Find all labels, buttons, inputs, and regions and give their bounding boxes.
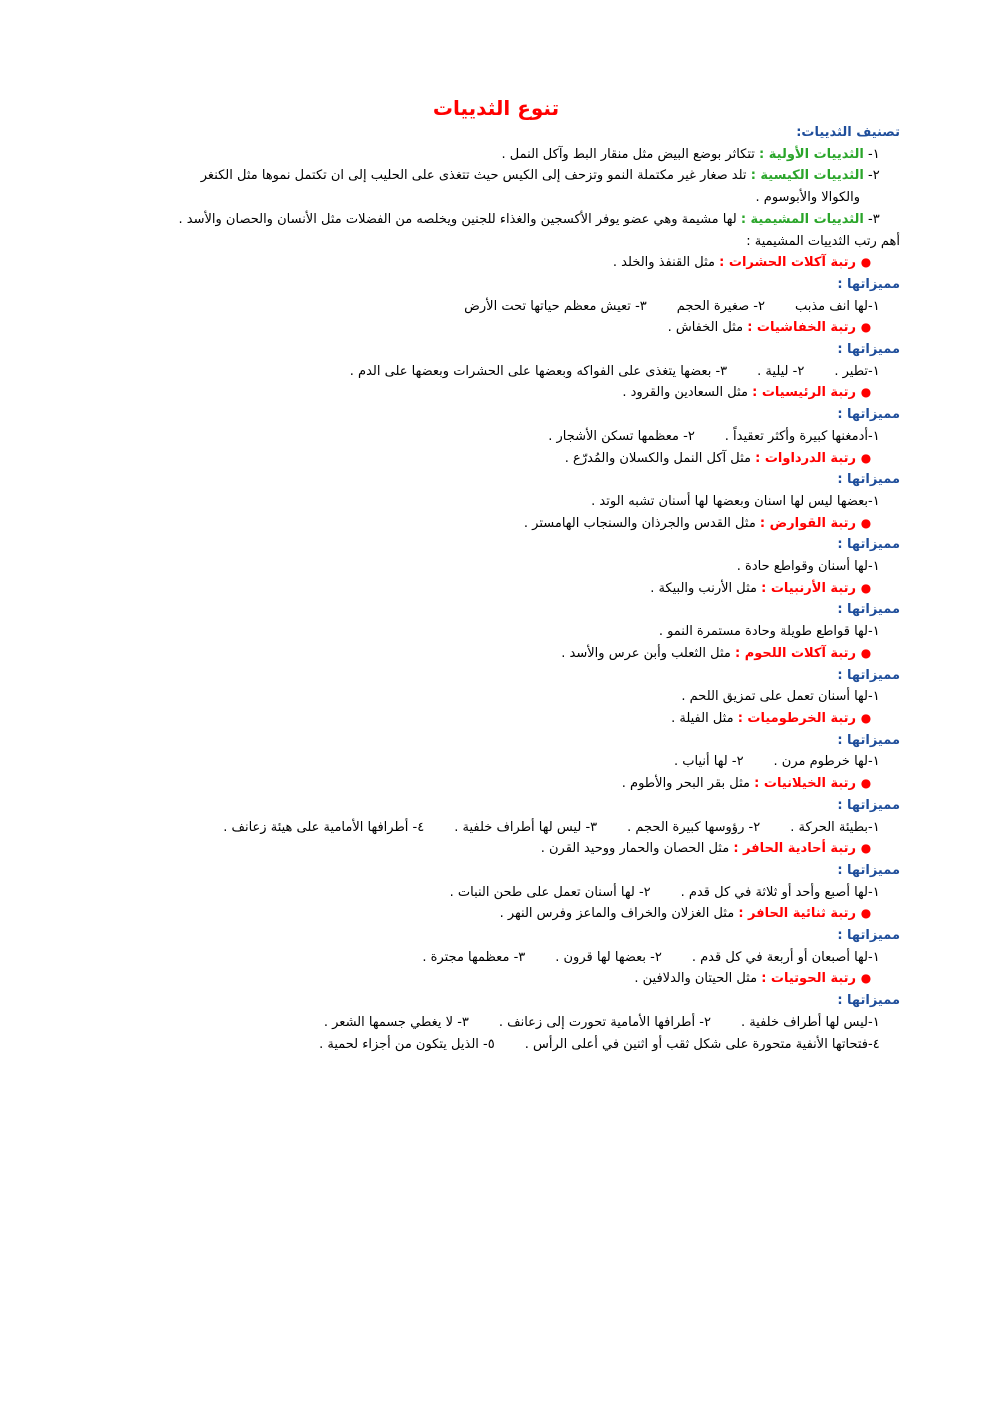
feature-text: لها خرطوم مرن . [773, 754, 868, 770]
feature-number: ٢- [699, 1014, 711, 1030]
orders-list [110, 252, 900, 1055]
features-heading: مميزاتها : [837, 407, 900, 423]
order-name: رتبة الأرنبيات : [761, 580, 856, 596]
feature-text: أطرافها الأمامية تحورت إلى زعانف . [498, 1014, 696, 1030]
order-name: رتبة أحادية الحافر : [733, 841, 856, 857]
document-body [110, 122, 900, 1055]
features-line [110, 296, 900, 318]
features-heading: مميزاتها : [837, 797, 900, 813]
features-heading: مميزاتها : [837, 537, 900, 553]
feature-text: لها أسنان تعمل على تمزيق اللحم . [681, 689, 868, 705]
order-item [110, 903, 900, 925]
order-examples: مثل الفيلة . [671, 710, 734, 726]
classification-heading: تصنيف الثدييات: [796, 125, 900, 140]
features-line [110, 751, 900, 773]
order-examples: مثل بقر البحر والأطوم . [621, 776, 751, 792]
class-name: الثدييات الأولية : [759, 146, 864, 162]
feature-text: بطيئة الحركة . [790, 819, 868, 835]
feature-text: أطرافها الأمامية على هيئة زعانف . [223, 819, 409, 835]
feature-text: لها أسنان تعمل على طحن النبات . [449, 884, 635, 900]
feature-number: ٥- [483, 1036, 495, 1052]
feature-number: ١- [868, 754, 880, 770]
order-examples: مثل الغزلان والخراف والماعز وفرس النهر . [499, 906, 735, 922]
order-name: رتبة الرئيسيات : [752, 385, 856, 401]
order-item [110, 773, 900, 795]
order-item [110, 968, 900, 990]
bullet-icon: ● [860, 320, 872, 335]
feature-text: لها انف مذبب [794, 298, 868, 314]
feature-number: ٤- [412, 819, 425, 835]
features-line [110, 1034, 900, 1056]
class-name: الثدييات المشيمية : [740, 211, 864, 227]
class-description: تتكاثر بوضع البيض مثل منقار البط وآكل النمل . [501, 146, 755, 162]
features-line [110, 817, 900, 839]
feature-number: ٣- [513, 949, 526, 965]
bullet-icon: ● [860, 841, 872, 856]
bullet-icon: ● [860, 971, 872, 986]
feature-number: ١- [868, 884, 880, 900]
order-item [110, 708, 900, 730]
classification-item [110, 165, 900, 187]
feature-text: تطير . [834, 363, 868, 379]
item-number: ٢- [868, 168, 880, 184]
feature-number: ٢- [753, 298, 765, 314]
order-examples: مثل آكل النمل والكسلان والمُدرّع . [564, 450, 751, 466]
features-heading: مميزاتها : [837, 993, 900, 1009]
order-name: رتبة الخيلانيات : [754, 776, 856, 792]
feature-text: فتحاتها الأنفية متحورة على شكل ثقب أو اثنين في أعلى الرأس . [524, 1036, 868, 1052]
feature-text: ليس لها أطراف خلفية . [454, 819, 582, 835]
feature-number: ١- [868, 363, 880, 379]
order-item [110, 513, 900, 535]
features-heading: مميزاتها : [837, 928, 900, 944]
features-heading: مميزاتها : [837, 472, 900, 488]
feature-text: لها أصبع وأحد أو ثلاثة في كل قدم . [680, 884, 868, 900]
feature-number: ١- [868, 624, 880, 640]
feature-text: معظمها مجترة . [422, 949, 510, 965]
features-heading: مميزاتها : [837, 342, 900, 358]
classification-item [110, 144, 900, 166]
order-item [110, 643, 900, 665]
order-item [110, 317, 900, 339]
feature-number: ٢- [792, 363, 805, 379]
feature-number: ١- [868, 559, 880, 575]
bullet-icon: ● [860, 515, 872, 530]
order-item [110, 578, 900, 600]
feature-text: تعيش معظم حياتها تحت الأرض [464, 298, 631, 314]
order-name: رتبة الخفاشيات : [747, 320, 856, 336]
feature-text: لا يغطي جسمها الشعر . [323, 1014, 454, 1030]
item-number: ١- [868, 146, 880, 162]
feature-number: ٢- [638, 884, 651, 900]
class-description: لها مشيمة وهي عضو يوفر الأكسجين والغذاء للجنين ويخلصه من الفضلات مثل الأنسان والحصان والأسد . [178, 211, 737, 227]
feature-text: رؤوسها كبيرة الحجم . [627, 819, 745, 835]
order-examples: مثل الثعلب وأبن عرس والأسد . [561, 645, 731, 661]
order-examples: مثل القدس والجرذان والسنجاب الهامستر . [523, 515, 756, 531]
feature-text: لها أصبعان أو أربعة في كل قدم . [691, 949, 868, 965]
feature-number: ٢- [748, 819, 761, 835]
bullet-icon: ● [860, 255, 872, 270]
order-examples: مثل السعادين والقرود . [622, 385, 748, 401]
order-item [110, 382, 900, 404]
features-line [110, 621, 900, 643]
order-item [110, 448, 900, 470]
features-line [110, 426, 900, 448]
order-examples: مثل الخفاش . [667, 320, 744, 336]
features-heading: مميزاتها : [837, 862, 900, 878]
class-description-continued: والكوالا والأبوسوم . [755, 190, 860, 206]
order-name: رتبة ثنائية الحافر : [738, 906, 856, 922]
feature-text: ليس لها أطراف خلفية . [740, 1014, 868, 1030]
features-line [110, 882, 900, 904]
order-name: رتبة آكلات الحشرات : [719, 255, 856, 271]
feature-text: لها قواطع طويلة وحادة مستمرة النمو . [658, 624, 868, 640]
feature-number: ١- [868, 298, 880, 314]
order-examples: مثل الأرنب والبيكة . [650, 580, 757, 596]
feature-number: ١- [868, 1014, 880, 1030]
class-description: تلد صغار غير مكتملة النمو وتزحف إلى الكيس حيث تتغذى على الحليب إلى ان تكتمل نموها مثل الكنغر [200, 168, 747, 184]
feature-number: ٣- [635, 298, 647, 314]
feature-number: ١- [868, 428, 880, 444]
feature-number: ١- [868, 819, 880, 835]
feature-text: أدمغنها كبيرة وأكثر تعقيداً . [724, 428, 868, 444]
feature-number: ٢- [650, 949, 662, 965]
order-item [110, 252, 900, 274]
order-examples: مثل القنفذ والخلد . [612, 255, 716, 271]
features-line [110, 1012, 900, 1034]
order-name: رتبة القوارض : [759, 515, 856, 531]
feature-text: لها أسنان وقواطع حادة . [736, 559, 868, 575]
feature-text: لها أنياب . [674, 754, 728, 770]
feature-text: الذيل يتكون من أجزاء لحمية . [319, 1036, 479, 1052]
feature-number: ٢- [731, 754, 744, 770]
feature-number: ٣- [457, 1014, 469, 1030]
features-line [110, 556, 900, 578]
features-line [110, 686, 900, 708]
order-name: رتبة آكلات اللحوم : [735, 645, 856, 661]
feature-text: صغيرة الحجم [676, 298, 750, 314]
feature-number: ١- [868, 949, 880, 965]
features-heading: مميزاتها : [837, 667, 900, 683]
feature-text: ليلية . [757, 363, 789, 379]
feature-number: ٤- [868, 1036, 880, 1052]
bullet-icon: ● [860, 710, 872, 725]
feature-text: بعضها لها قرون . [555, 949, 647, 965]
feature-text: معظمها تسكن الأشجار . [548, 428, 679, 444]
item-number: ٣- [868, 211, 880, 227]
feature-number: ٣- [715, 363, 728, 379]
order-item [110, 838, 900, 860]
bullet-icon: ● [860, 385, 872, 400]
page-title: تنوع الثدييات [432, 96, 560, 120]
order-name: رتبة الحوتيات : [761, 971, 856, 987]
features-heading: مميزاتها : [837, 602, 900, 618]
features-line [110, 947, 900, 969]
feature-text: بعضها يتغذى على الفواكه وبعضها على الحشرات وبعضها على الدم . [349, 363, 712, 379]
order-examples: مثل الحيتان والدلافين . [634, 971, 758, 987]
feature-number: ٣- [585, 819, 598, 835]
bullet-icon: ● [860, 645, 872, 660]
features-line [110, 491, 900, 513]
orders-heading: أهم رتب الثدييات المشيمية : [746, 233, 900, 249]
features-line [110, 361, 900, 383]
order-name: رتبة الدرداوات : [755, 450, 856, 466]
feature-number: ٢- [683, 428, 695, 444]
class-name: الثدييات الكيسية : [750, 168, 864, 184]
features-heading: مميزاتها : [837, 732, 900, 748]
order-examples: مثل الحصان والحمار ووحيد القرن . [540, 841, 730, 857]
bullet-icon: ● [860, 450, 872, 465]
features-heading: مميزاتها : [837, 276, 900, 292]
bullet-icon: ● [860, 906, 872, 921]
classification-item [110, 209, 900, 231]
bullet-icon: ● [860, 776, 872, 791]
feature-number: ١- [868, 689, 880, 705]
feature-text: بعضها ليس لها اسنان وبعضها لها أسنان تشبه الوتد . [591, 493, 868, 509]
order-name: رتبة الخرطوميات : [737, 710, 856, 726]
feature-number: ١- [868, 493, 880, 509]
bullet-icon: ● [860, 580, 872, 595]
